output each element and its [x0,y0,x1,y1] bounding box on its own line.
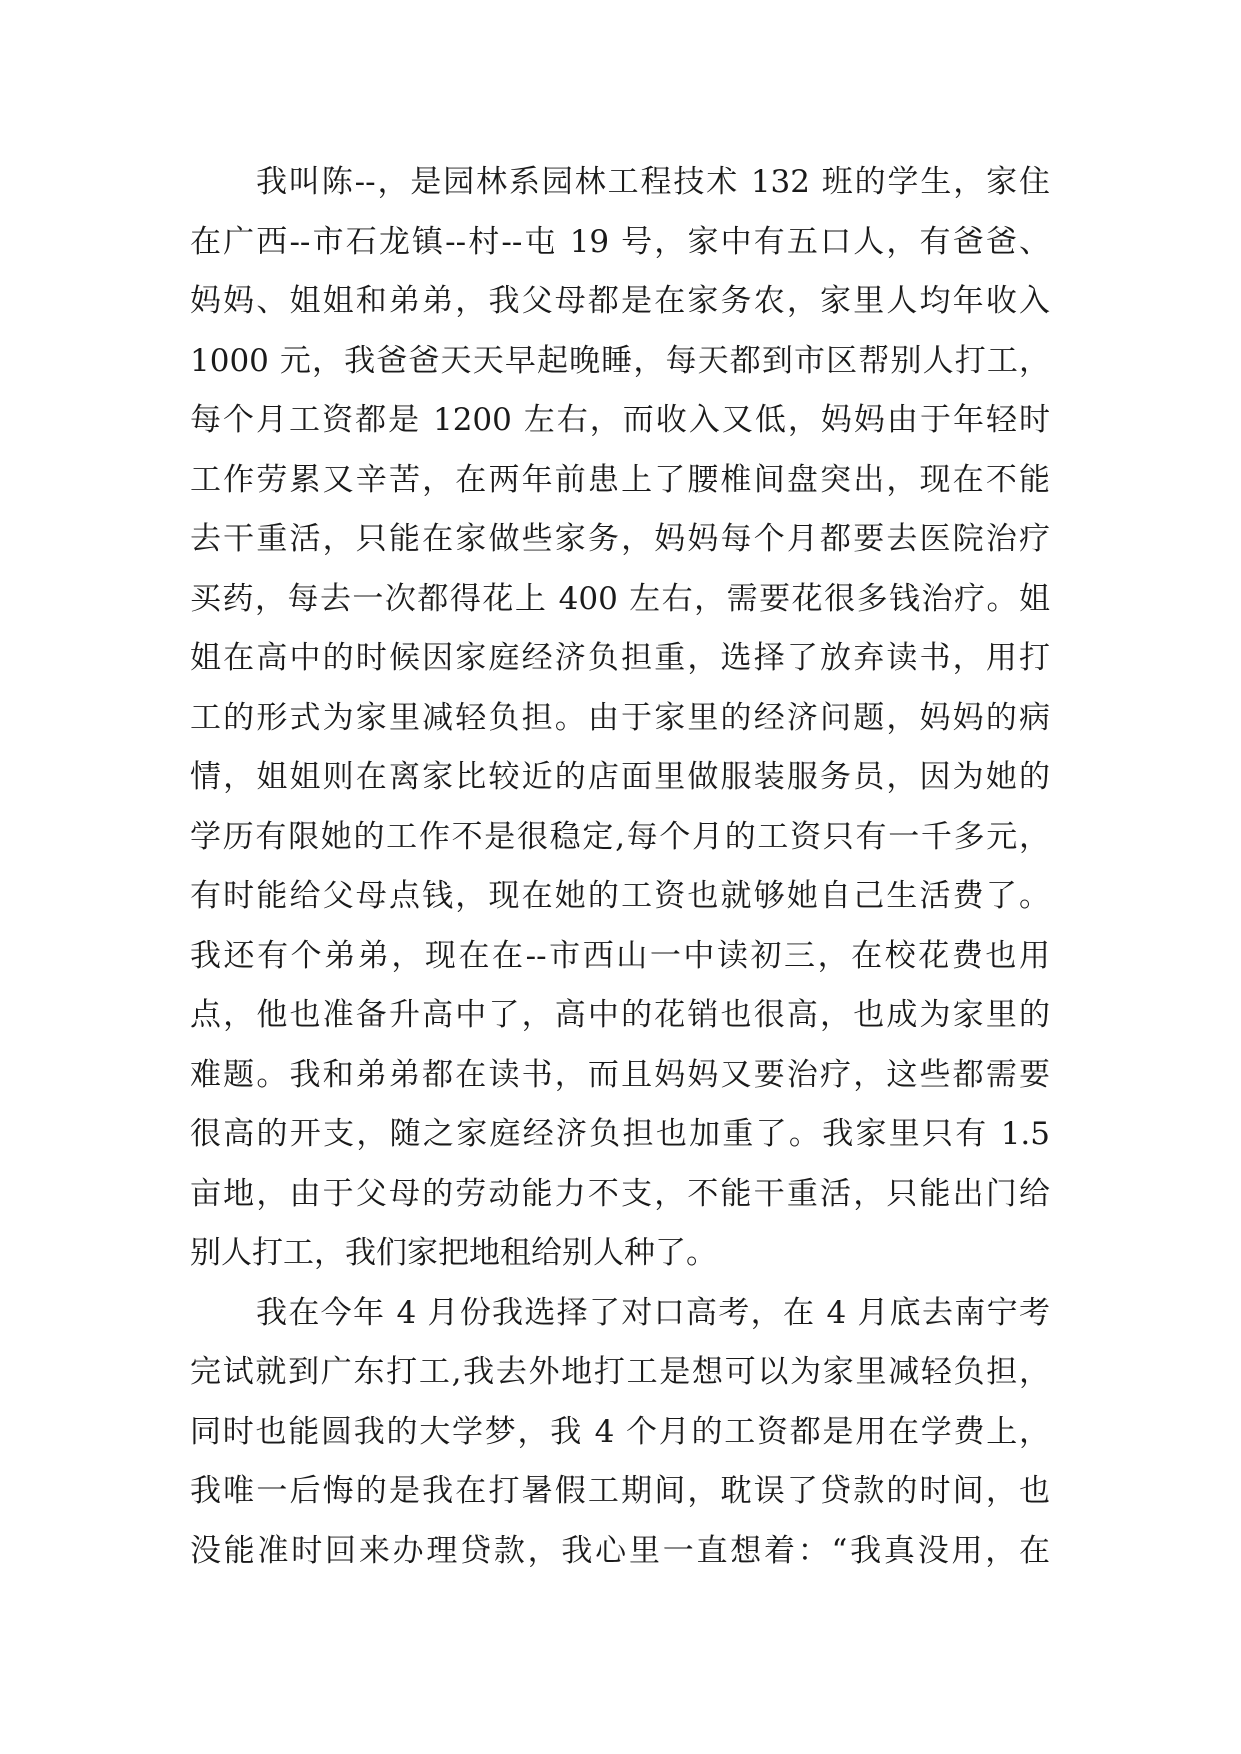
text-line: 每个月工资都是 1200 左右，而收入又低，妈妈由于年轻时 [190,402,1050,438]
text-line: 我还有个弟弟，现在在--市西山一中读初三，在校花费也用 [190,937,1050,974]
text-line: 我叫陈--，是园林系园林工程技术 132 班的学生，家住 [256,164,1050,200]
text-line: 很高的开支，随之家庭经济负担也加重了。我家里只有 1.5 [190,1116,1050,1152]
text-line: 1000 元，我爸爸天天早起晚睡，每天都到市区帮别人打工， [190,342,1050,379]
paragraph-2 [190,1284,1050,1582]
text-line: 去干重活，只能在家做些家务，妈妈每个月都要去医院治疗 [190,521,1050,557]
text-line: 在广西--市石龙镇--村--屯 19 号，家中有五口人，有爸爸、 [190,223,1050,260]
text-line: 完试就到广东打工,我去外地打工是想可以为家里减轻负担， [190,1354,1050,1390]
text-line: 情，姐姐则在离家比较近的店面里做服装服务员，因为她的 [190,759,1050,795]
text-line: 学历有限她的工作不是很稳定,每个月的工资只有一千多元， [190,818,1050,855]
text-line: 我在今年 4 月份我选择了对口高考，在 4 月底去南宁考 [256,1294,1050,1331]
text-line: 同时也能圆我的大学梦，我 4 个月的工资都是用在学费上， [190,1413,1050,1450]
text-line: 难题。我和弟弟都在读书，而且妈妈又要治疗，这些都需要 [190,1056,1050,1093]
text-line: 亩地，由于父母的劳动能力不支，不能干重活，只能出门给 [190,1175,1050,1212]
text-line: 别人打工，我们家把地租给别人种了。 [190,1235,717,1271]
paragraph-1 [190,153,1050,1284]
text-line: 点，他也准备升高中了，高中的花销也很高，也成为家里的 [190,997,1050,1033]
text-line: 姐在高中的时候因家庭经济负担重，选择了放弃读书，用打 [190,640,1050,676]
text-line: 工作劳累又辛苦，在两年前患上了腰椎间盘突出，现在不能 [190,461,1050,498]
document-body [190,153,1050,1581]
text-line: 没能准时回来办理贷款，我心里一直想着：“我真没用，在 [190,1532,1050,1569]
text-line: 买药，每去一次都得花上 400 左右，需要花很多钱治疗。姐 [190,580,1050,617]
text-line: 妈妈、姐姐和弟弟，我父母都是在家务农，家里人均年收入 [190,283,1050,319]
text-line: 工的形式为家里减轻负担。由于家里的经济问题，妈妈的病 [190,699,1050,736]
text-line: 有时能给父母点钱，现在她的工资也就够她自己生活费了。 [190,878,1050,914]
text-line: 我唯一后悔的是我在打暑假工期间，耽误了贷款的时间，也 [190,1473,1050,1509]
